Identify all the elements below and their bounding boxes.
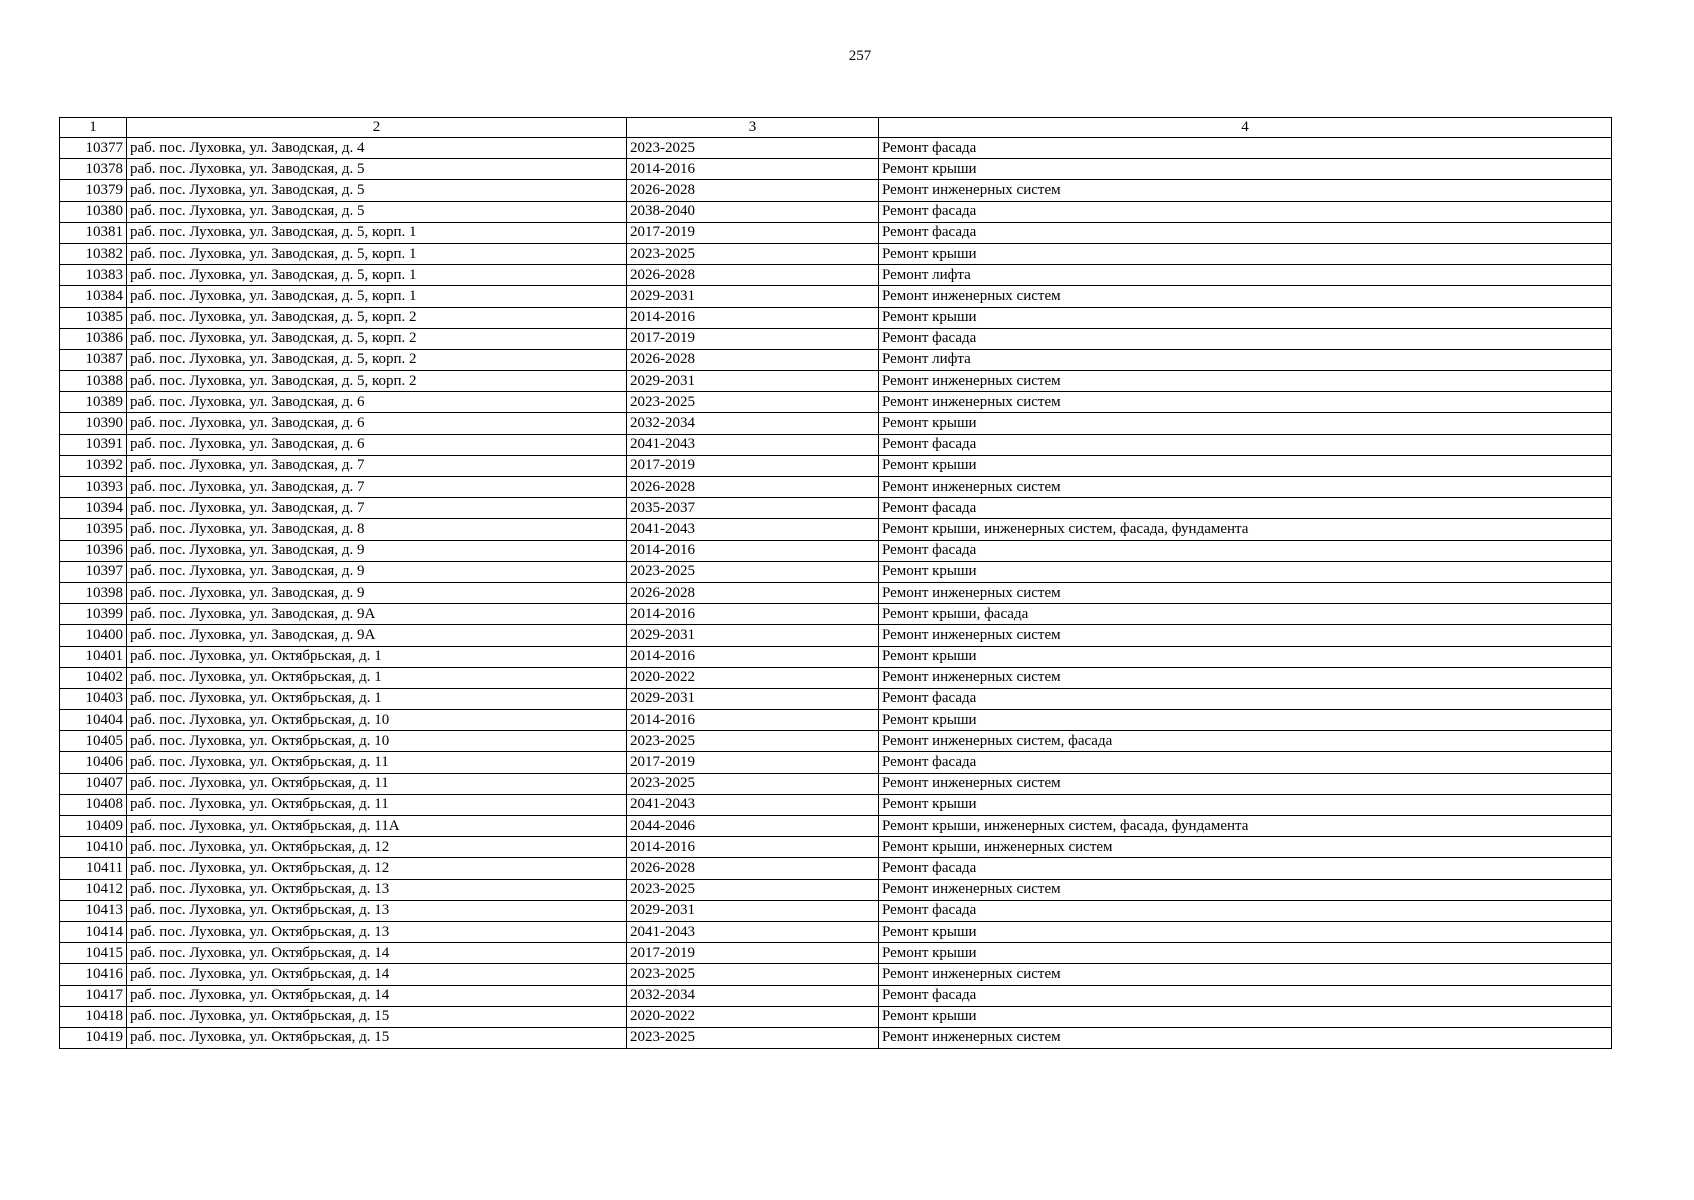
address-cell: раб. пос. Луховка, ул. Заводская, д. 5: [127, 180, 627, 201]
address-cell: раб. пос. Луховка, ул. Заводская, д. 6: [127, 434, 627, 455]
work-type-cell: Ремонт крыши: [879, 794, 1612, 815]
address-cell: раб. пос. Луховка, ул. Заводская, д. 5, корп. 2: [127, 371, 627, 392]
address-cell: раб. пос. Луховка, ул. Октябрьская, д. 13: [127, 921, 627, 942]
period-cell: 2023-2025: [627, 773, 879, 794]
work-type-cell: Ремонт инженерных систем: [879, 964, 1612, 985]
row-number: 10386: [60, 328, 127, 349]
address-cell: раб. пос. Луховка, ул. Заводская, д. 7: [127, 455, 627, 476]
period-cell: 2017-2019: [627, 943, 879, 964]
address-cell: раб. пос. Луховка, ул. Заводская, д. 5, корп. 1: [127, 265, 627, 286]
header-row: [60, 118, 1612, 138]
period-cell: 2014-2016: [627, 710, 879, 731]
column-header-1: 1: [60, 118, 127, 138]
row-number: 10401: [60, 646, 127, 667]
table-row: [60, 943, 1612, 964]
period-cell: 2014-2016: [627, 307, 879, 328]
work-type-cell: Ремонт крыши: [879, 561, 1612, 582]
row-number: 10413: [60, 900, 127, 921]
row-number: 10385: [60, 307, 127, 328]
row-number: 10412: [60, 879, 127, 900]
period-cell: 2014-2016: [627, 159, 879, 180]
work-type-cell: Ремонт инженерных систем, фасада: [879, 731, 1612, 752]
row-number: 10398: [60, 582, 127, 603]
address-cell: раб. пос. Луховка, ул. Октябрьская, д. 1: [127, 646, 627, 667]
work-type-cell: Ремонт инженерных систем: [879, 625, 1612, 646]
table-row: [60, 328, 1612, 349]
period-cell: 2029-2031: [627, 688, 879, 709]
work-type-cell: Ремонт инженерных систем: [879, 773, 1612, 794]
work-type-cell: Ремонт инженерных систем: [879, 1027, 1612, 1048]
column-header-3: 3: [627, 118, 879, 138]
page-number: 257: [848, 48, 872, 64]
work-type-cell: Ремонт крыши, фасада: [879, 604, 1612, 625]
address-cell: раб. пос. Луховка, ул. Заводская, д. 9: [127, 561, 627, 582]
table-row: [60, 816, 1612, 837]
address-cell: раб. пос. Луховка, ул. Заводская, д. 5, корп. 1: [127, 243, 627, 264]
row-number: 10407: [60, 773, 127, 794]
table-row: [60, 519, 1612, 540]
address-cell: раб. пос. Луховка, ул. Заводская, д. 5, корп. 1: [127, 222, 627, 243]
table-row: [60, 837, 1612, 858]
table-row: [60, 879, 1612, 900]
table-row: [60, 286, 1612, 307]
table-row: [60, 794, 1612, 815]
row-number: 10389: [60, 392, 127, 413]
work-type-cell: Ремонт крыши: [879, 307, 1612, 328]
period-cell: 2014-2016: [627, 540, 879, 561]
work-type-cell: Ремонт крыши: [879, 455, 1612, 476]
period-cell: 2023-2025: [627, 138, 879, 159]
period-cell: 2023-2025: [627, 392, 879, 413]
table-row: [60, 413, 1612, 434]
table-row: [60, 688, 1612, 709]
table-row: [60, 667, 1612, 688]
period-cell: 2023-2025: [627, 731, 879, 752]
address-cell: раб. пос. Луховка, ул. Октябрьская, д. 13: [127, 879, 627, 900]
work-type-cell: Ремонт крыши, инженерных систем, фасада, фундамента: [879, 519, 1612, 540]
work-type-cell: Ремонт инженерных систем: [879, 582, 1612, 603]
row-number: 10383: [60, 265, 127, 286]
period-cell: 2020-2022: [627, 667, 879, 688]
work-type-cell: Ремонт инженерных систем: [879, 286, 1612, 307]
table-header: [60, 118, 1612, 138]
row-number: 10382: [60, 243, 127, 264]
row-number: 10378: [60, 159, 127, 180]
period-cell: 2026-2028: [627, 349, 879, 370]
address-cell: раб. пос. Луховка, ул. Октябрьская, д. 10: [127, 731, 627, 752]
table-row: [60, 222, 1612, 243]
row-number: 10400: [60, 625, 127, 646]
work-type-cell: Ремонт фасада: [879, 498, 1612, 519]
table-row: [60, 265, 1612, 286]
row-number: 10416: [60, 964, 127, 985]
row-number: 10404: [60, 710, 127, 731]
period-cell: 2023-2025: [627, 879, 879, 900]
work-type-cell: Ремонт крыши: [879, 413, 1612, 434]
row-number: 10394: [60, 498, 127, 519]
table-row: [60, 985, 1612, 1006]
address-cell: раб. пос. Луховка, ул. Заводская, д. 9А: [127, 604, 627, 625]
address-cell: раб. пос. Луховка, ул. Октябрьская, д. 15: [127, 1027, 627, 1048]
period-cell: 2026-2028: [627, 180, 879, 201]
row-number: 10380: [60, 201, 127, 222]
table-row: [60, 582, 1612, 603]
row-number: 10384: [60, 286, 127, 307]
work-type-cell: Ремонт фасада: [879, 201, 1612, 222]
work-type-cell: Ремонт инженерных систем: [879, 667, 1612, 688]
table-row: [60, 201, 1612, 222]
table-row: [60, 1027, 1612, 1048]
address-cell: раб. пос. Луховка, ул. Октябрьская, д. 12: [127, 837, 627, 858]
work-type-cell: Ремонт крыши, инженерных систем: [879, 837, 1612, 858]
period-cell: 2014-2016: [627, 837, 879, 858]
address-cell: раб. пос. Луховка, ул. Заводская, д. 7: [127, 477, 627, 498]
period-cell: 2032-2034: [627, 985, 879, 1006]
work-type-cell: Ремонт крыши: [879, 1006, 1612, 1027]
period-cell: 2023-2025: [627, 243, 879, 264]
work-type-cell: Ремонт фасада: [879, 222, 1612, 243]
work-type-cell: Ремонт крыши: [879, 943, 1612, 964]
work-type-cell: Ремонт инженерных систем: [879, 371, 1612, 392]
row-number: 10392: [60, 455, 127, 476]
row-number: 10419: [60, 1027, 127, 1048]
work-type-cell: Ремонт фасада: [879, 985, 1612, 1006]
table-row: [60, 561, 1612, 582]
work-type-cell: Ремонт крыши: [879, 646, 1612, 667]
period-cell: 2026-2028: [627, 265, 879, 286]
table-row: [60, 625, 1612, 646]
address-cell: раб. пос. Луховка, ул. Октябрьская, д. 11: [127, 752, 627, 773]
period-cell: 2041-2043: [627, 519, 879, 540]
work-type-cell: Ремонт инженерных систем: [879, 477, 1612, 498]
period-cell: 2041-2043: [627, 434, 879, 455]
period-cell: 2032-2034: [627, 413, 879, 434]
row-number: 10418: [60, 1006, 127, 1027]
table-row: [60, 349, 1612, 370]
address-cell: раб. пос. Луховка, ул. Октябрьская, д. 14: [127, 964, 627, 985]
row-number: 10410: [60, 837, 127, 858]
address-cell: раб. пос. Луховка, ул. Октябрьская, д. 11А: [127, 816, 627, 837]
address-cell: раб. пос. Луховка, ул. Заводская, д. 5, корп. 2: [127, 349, 627, 370]
work-type-cell: Ремонт лифта: [879, 349, 1612, 370]
period-cell: 2029-2031: [627, 900, 879, 921]
row-number: 10414: [60, 921, 127, 942]
period-cell: 2017-2019: [627, 328, 879, 349]
period-cell: 2017-2019: [627, 455, 879, 476]
row-number: 10406: [60, 752, 127, 773]
table-row: [60, 243, 1612, 264]
period-cell: 2044-2046: [627, 816, 879, 837]
table-row: [60, 710, 1612, 731]
row-number: 10395: [60, 519, 127, 540]
period-cell: 2014-2016: [627, 604, 879, 625]
table-row: [60, 858, 1612, 879]
row-number: 10408: [60, 794, 127, 815]
period-cell: 2017-2019: [627, 222, 879, 243]
table-body: [60, 138, 1612, 1049]
period-cell: 2023-2025: [627, 964, 879, 985]
row-number: 10405: [60, 731, 127, 752]
address-cell: раб. пос. Луховка, ул. Заводская, д. 5: [127, 159, 627, 180]
address-cell: раб. пос. Луховка, ул. Октябрьская, д. 11: [127, 773, 627, 794]
row-number: 10393: [60, 477, 127, 498]
period-cell: 2026-2028: [627, 582, 879, 603]
work-type-cell: Ремонт лифта: [879, 265, 1612, 286]
work-type-cell: Ремонт фасада: [879, 138, 1612, 159]
row-number: 10387: [60, 349, 127, 370]
address-cell: раб. пос. Луховка, ул. Октябрьская, д. 14: [127, 943, 627, 964]
row-number: 10379: [60, 180, 127, 201]
column-header-2: 2: [127, 118, 627, 138]
table-row: [60, 752, 1612, 773]
table-row: [60, 773, 1612, 794]
table-row: [60, 434, 1612, 455]
repair-schedule-table: [59, 117, 1612, 1049]
row-number: 10381: [60, 222, 127, 243]
address-cell: раб. пос. Луховка, ул. Октябрьская, д. 10: [127, 710, 627, 731]
address-cell: раб. пос. Луховка, ул. Заводская, д. 9А: [127, 625, 627, 646]
row-number: 10391: [60, 434, 127, 455]
period-cell: 2026-2028: [627, 477, 879, 498]
period-cell: 2023-2025: [627, 1027, 879, 1048]
table-row: [60, 477, 1612, 498]
table-row: [60, 138, 1612, 159]
address-cell: раб. пос. Луховка, ул. Заводская, д. 8: [127, 519, 627, 540]
work-type-cell: Ремонт крыши: [879, 243, 1612, 264]
work-type-cell: Ремонт фасада: [879, 752, 1612, 773]
period-cell: 2014-2016: [627, 646, 879, 667]
table-row: [60, 900, 1612, 921]
period-cell: 2017-2019: [627, 752, 879, 773]
column-header-4: 4: [879, 118, 1612, 138]
address-cell: раб. пос. Луховка, ул. Октябрьская, д. 14: [127, 985, 627, 1006]
row-number: 10377: [60, 138, 127, 159]
row-number: 10399: [60, 604, 127, 625]
row-number: 10397: [60, 561, 127, 582]
period-cell: 2038-2040: [627, 201, 879, 222]
period-cell: 2029-2031: [627, 625, 879, 646]
table-row: [60, 455, 1612, 476]
table-row: [60, 921, 1612, 942]
work-type-cell: Ремонт инженерных систем: [879, 879, 1612, 900]
work-type-cell: Ремонт фасада: [879, 858, 1612, 879]
period-cell: 2020-2022: [627, 1006, 879, 1027]
address-cell: раб. пос. Луховка, ул. Заводская, д. 4: [127, 138, 627, 159]
table-row: [60, 180, 1612, 201]
work-type-cell: Ремонт инженерных систем: [879, 392, 1612, 413]
address-cell: раб. пос. Луховка, ул. Заводская, д. 5, корп. 2: [127, 307, 627, 328]
address-cell: раб. пос. Луховка, ул. Октябрьская, д. 1: [127, 688, 627, 709]
period-cell: 2026-2028: [627, 858, 879, 879]
row-number: 10409: [60, 816, 127, 837]
table-row: [60, 159, 1612, 180]
row-number: 10411: [60, 858, 127, 879]
work-type-cell: Ремонт фасада: [879, 540, 1612, 561]
period-cell: 2041-2043: [627, 921, 879, 942]
work-type-cell: Ремонт крыши: [879, 710, 1612, 731]
table-row: [60, 964, 1612, 985]
row-number: 10396: [60, 540, 127, 561]
period-cell: 2035-2037: [627, 498, 879, 519]
period-cell: 2023-2025: [627, 561, 879, 582]
table-row: [60, 392, 1612, 413]
table-row: [60, 307, 1612, 328]
table-row: [60, 1006, 1612, 1027]
address-cell: раб. пос. Луховка, ул. Заводская, д. 6: [127, 392, 627, 413]
table-row: [60, 731, 1612, 752]
work-type-cell: Ремонт крыши: [879, 921, 1612, 942]
period-cell: 2029-2031: [627, 286, 879, 307]
table-row: [60, 604, 1612, 625]
row-number: 10417: [60, 985, 127, 1006]
address-cell: раб. пос. Луховка, ул. Октябрьская, д. 11: [127, 794, 627, 815]
period-cell: 2041-2043: [627, 794, 879, 815]
table-row: [60, 540, 1612, 561]
work-type-cell: Ремонт фасада: [879, 900, 1612, 921]
row-number: 10388: [60, 371, 127, 392]
address-cell: раб. пос. Луховка, ул. Октябрьская, д. 1: [127, 667, 627, 688]
address-cell: раб. пос. Луховка, ул. Октябрьская, д. 15: [127, 1006, 627, 1027]
row-number: 10402: [60, 667, 127, 688]
row-number: 10403: [60, 688, 127, 709]
address-cell: раб. пос. Луховка, ул. Заводская, д. 6: [127, 413, 627, 434]
address-cell: раб. пос. Луховка, ул. Октябрьская, д. 12: [127, 858, 627, 879]
work-type-cell: Ремонт крыши: [879, 159, 1612, 180]
row-number: 10390: [60, 413, 127, 434]
work-type-cell: Ремонт фасада: [879, 434, 1612, 455]
period-cell: 2029-2031: [627, 371, 879, 392]
table-row: [60, 498, 1612, 519]
address-cell: раб. пос. Луховка, ул. Заводская, д. 5, корп. 1: [127, 286, 627, 307]
row-number: 10415: [60, 943, 127, 964]
address-cell: раб. пос. Луховка, ул. Заводская, д. 9: [127, 582, 627, 603]
table-row: [60, 646, 1612, 667]
address-cell: раб. пос. Луховка, ул. Заводская, д. 7: [127, 498, 627, 519]
work-type-cell: Ремонт фасада: [879, 328, 1612, 349]
work-type-cell: Ремонт инженерных систем: [879, 180, 1612, 201]
address-cell: раб. пос. Луховка, ул. Заводская, д. 5: [127, 201, 627, 222]
address-cell: раб. пос. Луховка, ул. Заводская, д. 5, корп. 2: [127, 328, 627, 349]
work-type-cell: Ремонт фасада: [879, 688, 1612, 709]
table-row: [60, 371, 1612, 392]
address-cell: раб. пос. Луховка, ул. Октябрьская, д. 13: [127, 900, 627, 921]
work-type-cell: Ремонт крыши, инженерных систем, фасада, фундамента: [879, 816, 1612, 837]
address-cell: раб. пос. Луховка, ул. Заводская, д. 9: [127, 540, 627, 561]
